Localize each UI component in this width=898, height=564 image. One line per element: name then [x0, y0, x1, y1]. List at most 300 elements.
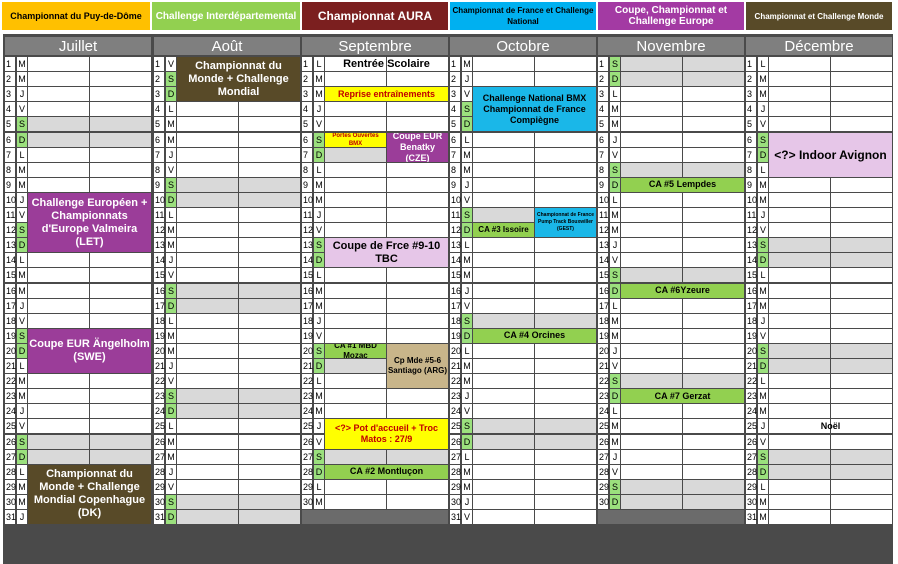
day-number: 30 — [450, 495, 460, 509]
day-cell-a — [473, 178, 534, 192]
day-cell-b — [831, 495, 892, 509]
day-cell-a — [473, 419, 534, 433]
day-letter: M — [314, 193, 324, 207]
day-cell-b — [831, 374, 892, 388]
day-cell-a — [769, 253, 830, 267]
day-cell-a — [325, 450, 386, 464]
day-cell-a — [325, 117, 386, 131]
day-letter: M — [17, 163, 27, 177]
day-cell-b — [239, 510, 300, 524]
day-cell-a — [621, 480, 682, 494]
day-number: 29 — [154, 480, 164, 494]
month-header-5: Décembre — [746, 37, 892, 55]
day-cell-a — [325, 193, 386, 207]
day-number: 27 — [746, 450, 756, 464]
day-letter: V — [17, 102, 27, 116]
day-cell-a — [473, 57, 534, 71]
day-letter: M — [758, 404, 768, 418]
day-letter: M — [314, 178, 324, 192]
day-number: 20 — [598, 344, 608, 358]
day-number: 22 — [302, 374, 312, 388]
day-letter: J — [462, 495, 472, 509]
day-number: 7 — [302, 148, 312, 162]
day-number: 15 — [5, 268, 15, 282]
day-cell-a — [325, 359, 386, 373]
day-number: 19 — [154, 329, 164, 343]
day-cell-b — [683, 72, 744, 86]
day-cell-b — [387, 299, 448, 313]
day-number: 28 — [302, 465, 312, 479]
day-cell-a — [769, 495, 830, 509]
day-letter: D — [610, 389, 620, 403]
day-cell-b — [90, 419, 151, 433]
day-cell-b — [387, 314, 448, 328]
day-number: 5 — [5, 117, 15, 131]
day-cell-b — [239, 435, 300, 449]
day-number: 30 — [598, 495, 608, 509]
day-letter: L — [314, 163, 324, 177]
day-letter: S — [166, 178, 176, 192]
day-letter: D — [758, 148, 768, 162]
day-cell-b — [535, 133, 596, 147]
day-number: 19 — [5, 329, 15, 343]
day-number: 11 — [450, 208, 460, 222]
day-number: 2 — [302, 72, 312, 86]
day-number: 8 — [598, 163, 608, 177]
day-number: 4 — [450, 102, 460, 116]
legend-item-0: Championnat du Puy-de-Dôme — [2, 2, 150, 30]
day-letter: J — [758, 208, 768, 222]
day-cell-a — [621, 117, 682, 131]
day-cell-b — [683, 193, 744, 207]
day-number: 14 — [598, 253, 608, 267]
day-cell-a — [621, 329, 682, 343]
day-number: 8 — [746, 163, 756, 177]
day-cell-a — [769, 510, 830, 524]
day-cell-a — [325, 329, 386, 343]
day-cell-b — [387, 450, 448, 464]
day-cell-a — [177, 314, 238, 328]
day-number: 23 — [450, 389, 460, 403]
day-cell-b — [535, 389, 596, 403]
day-cell-b — [831, 102, 892, 116]
day-letter: M — [166, 435, 176, 449]
day-cell-b — [831, 223, 892, 237]
day-cell-b — [387, 495, 448, 509]
day-number: 2 — [154, 72, 164, 86]
day-letter: M — [166, 223, 176, 237]
day-cell-a — [28, 419, 89, 433]
day-letter: L — [314, 57, 324, 71]
day-letter: S — [610, 374, 620, 388]
day-number: 2 — [598, 72, 608, 86]
day-number: 25 — [302, 419, 312, 433]
month-header-3: Octobre — [450, 37, 596, 55]
day-number: 4 — [302, 102, 312, 116]
day-cell-a — [177, 253, 238, 267]
day-cell-a — [473, 238, 534, 252]
day-letter: J — [314, 208, 324, 222]
day-number: 13 — [5, 238, 15, 252]
day-letter: L — [610, 87, 620, 101]
day-cell-a — [769, 299, 830, 313]
day-number: 21 — [5, 359, 15, 373]
day-cell-b — [831, 238, 892, 252]
day-cell-a — [769, 284, 830, 298]
day-number: 9 — [746, 178, 756, 192]
day-number: 24 — [450, 404, 460, 418]
day-number: 19 — [746, 329, 756, 343]
day-letter: L — [17, 148, 27, 162]
day-number: 19 — [302, 329, 312, 343]
day-number: 27 — [302, 450, 312, 464]
ev-chall-national: Challenge National BMX Championnat de France Compiègne — [473, 87, 596, 131]
day-letter: M — [166, 329, 176, 343]
day-cell-a — [28, 389, 89, 403]
day-cell-b — [387, 163, 448, 177]
day-number: 20 — [302, 344, 312, 358]
month-header-0: Juillet — [5, 37, 151, 55]
day-number: 16 — [746, 284, 756, 298]
day-cell-a — [769, 465, 830, 479]
day-cell-b — [90, 57, 151, 71]
day-cell-b — [535, 359, 596, 373]
day-letter: J — [314, 314, 324, 328]
day-cell-b — [90, 450, 151, 464]
day-number: 31 — [5, 510, 15, 524]
day-number: 25 — [598, 419, 608, 433]
day-cell-b — [239, 389, 300, 403]
day-cell-b — [683, 223, 744, 237]
day-cell-a — [769, 223, 830, 237]
day-cell-a — [28, 72, 89, 86]
day-cell-b — [90, 117, 151, 131]
day-cell-b — [683, 359, 744, 373]
day-number: 17 — [5, 299, 15, 313]
day-cell-b — [387, 72, 448, 86]
day-cell-b — [239, 148, 300, 162]
day-cell-b — [535, 163, 596, 177]
day-letter: L — [17, 253, 27, 267]
day-number: 29 — [598, 480, 608, 494]
day-cell-b — [239, 314, 300, 328]
day-cell-a — [473, 208, 534, 222]
day-letter: M — [462, 253, 472, 267]
day-cell-b — [90, 163, 151, 177]
day-number: 25 — [5, 419, 15, 433]
day-letter: D — [166, 510, 176, 524]
day-letter: S — [462, 102, 472, 116]
day-number: 6 — [302, 133, 312, 147]
day-number: 10 — [598, 193, 608, 207]
day-cell-a — [621, 238, 682, 252]
day-number: 23 — [598, 389, 608, 403]
day-number: 6 — [746, 133, 756, 147]
day-cell-b — [683, 163, 744, 177]
day-letter: J — [462, 178, 472, 192]
day-cell-b — [535, 495, 596, 509]
day-letter: V — [17, 314, 27, 328]
day-cell-b — [90, 253, 151, 267]
day-letter: D — [610, 284, 620, 298]
day-number: 29 — [450, 480, 460, 494]
day-cell-a — [28, 284, 89, 298]
day-cell-a — [177, 404, 238, 418]
ev-world-copenhague: Championnat du Monde + Challenge Mondial Copenhague (DK) — [28, 465, 151, 524]
day-letter: L — [166, 419, 176, 433]
day-letter: M — [758, 495, 768, 509]
ev-ca7: CA #7 Gerzat — [621, 389, 744, 403]
day-letter: V — [166, 57, 176, 71]
day-number: 15 — [154, 268, 164, 282]
day-number: 28 — [5, 465, 15, 479]
day-letter: D — [166, 404, 176, 418]
day-cell-a — [325, 268, 386, 282]
day-letter: D — [314, 253, 324, 267]
day-letter: M — [314, 389, 324, 403]
day-cell-a — [769, 238, 830, 252]
day-number: 30 — [746, 495, 756, 509]
day-letter: J — [610, 450, 620, 464]
day-cell-a — [177, 299, 238, 313]
day-letter: L — [610, 404, 620, 418]
day-cell-a — [769, 87, 830, 101]
day-number: 18 — [5, 314, 15, 328]
day-letter: S — [610, 480, 620, 494]
day-number: 3 — [598, 87, 608, 101]
day-cell-a — [621, 450, 682, 464]
day-number: 4 — [746, 102, 756, 116]
day-cell-b — [90, 374, 151, 388]
day-cell-a — [473, 389, 534, 403]
day-number: 17 — [746, 299, 756, 313]
day-cell-b — [239, 344, 300, 358]
day-cell-a — [177, 389, 238, 403]
day-letter: L — [758, 268, 768, 282]
day-cell-b — [535, 404, 596, 418]
day-number: 6 — [154, 133, 164, 147]
day-letter: L — [758, 374, 768, 388]
day-letter: V — [314, 329, 324, 343]
day-cell-b — [239, 374, 300, 388]
day-cell-a — [769, 374, 830, 388]
legend-item-1: Challenge Interdépartemental — [152, 2, 300, 30]
day-cell-b — [831, 480, 892, 494]
ev-ca3: CA #3 Issoire — [473, 223, 534, 237]
day-letter: S — [17, 117, 27, 131]
day-letter: M — [17, 374, 27, 388]
day-letter: L — [758, 480, 768, 494]
day-number: 1 — [302, 57, 312, 71]
day-number: 22 — [598, 374, 608, 388]
day-cell-a — [325, 389, 386, 403]
day-letter: D — [314, 148, 324, 162]
day-letter: M — [17, 480, 27, 494]
ev-cp-monde: Cp Mde #5-6 Santiago (ARG) — [387, 344, 448, 388]
day-letter: V — [462, 193, 472, 207]
day-number: 4 — [5, 102, 15, 116]
day-cell-b — [683, 238, 744, 252]
day-cell-b — [683, 329, 744, 343]
day-number: 15 — [302, 268, 312, 282]
day-cell-a — [177, 117, 238, 131]
day-letter: S — [314, 238, 324, 252]
day-number: 6 — [5, 133, 15, 147]
day-number: 17 — [302, 299, 312, 313]
day-number: 20 — [746, 344, 756, 358]
day-cell-a — [621, 208, 682, 222]
legend-item-2: Championnat AURA — [302, 2, 448, 30]
day-cell-b — [387, 193, 448, 207]
day-number: 25 — [746, 419, 756, 433]
day-letter: V — [17, 419, 27, 433]
day-number: 28 — [746, 465, 756, 479]
day-number: 10 — [302, 193, 312, 207]
day-cell-a — [473, 404, 534, 418]
day-letter: L — [462, 344, 472, 358]
day-cell-a — [325, 148, 386, 162]
day-cell-b — [535, 268, 596, 282]
day-cell-b — [535, 299, 596, 313]
day-cell-a — [177, 480, 238, 494]
day-cell-b — [239, 419, 300, 433]
day-cell-b — [535, 374, 596, 388]
day-letter: M — [758, 72, 768, 86]
day-number: 2 — [746, 72, 756, 86]
day-letter: S — [166, 284, 176, 298]
day-number: 18 — [302, 314, 312, 328]
day-number: 9 — [154, 178, 164, 192]
day-cell-a — [177, 284, 238, 298]
day-letter: M — [610, 329, 620, 343]
day-cell-b — [831, 57, 892, 71]
day-number: 28 — [450, 465, 460, 479]
day-cell-a — [325, 480, 386, 494]
day-cell-a — [325, 102, 386, 116]
day-cell-a — [28, 133, 89, 147]
day-cell-b — [239, 133, 300, 147]
day-letter: L — [17, 465, 27, 479]
day-cell-b — [535, 314, 596, 328]
day-cell-b — [239, 299, 300, 313]
day-cell-a — [473, 148, 534, 162]
day-cell-a — [177, 450, 238, 464]
day-letter: M — [166, 344, 176, 358]
day-cell-b — [239, 238, 300, 252]
day-letter: M — [17, 178, 27, 192]
day-cell-b — [90, 404, 151, 418]
day-number: 13 — [302, 238, 312, 252]
day-number: 11 — [302, 208, 312, 222]
day-cell-b — [239, 253, 300, 267]
day-letter: M — [314, 495, 324, 509]
day-cell-b — [387, 404, 448, 418]
month-header-4: Novembre — [598, 37, 744, 55]
day-cell-a — [621, 253, 682, 267]
day-number: 9 — [450, 178, 460, 192]
day-cell-a — [621, 223, 682, 237]
day-cell-b — [831, 359, 892, 373]
day-cell-a — [177, 208, 238, 222]
day-cell-b — [535, 178, 596, 192]
day-cell-a — [473, 465, 534, 479]
day-number: 5 — [746, 117, 756, 131]
day-letter: V — [166, 374, 176, 388]
day-number: 20 — [5, 344, 15, 358]
day-number: 26 — [746, 435, 756, 449]
day-cell-a — [473, 72, 534, 86]
day-cell-b — [535, 253, 596, 267]
day-letter: M — [462, 465, 472, 479]
day-cell-b — [239, 480, 300, 494]
day-number: 27 — [5, 450, 15, 464]
day-cell-b — [831, 117, 892, 131]
day-cell-b — [831, 268, 892, 282]
day-number: 1 — [746, 57, 756, 71]
day-letter: V — [17, 208, 27, 222]
day-number: 22 — [450, 374, 460, 388]
day-number: 25 — [154, 419, 164, 433]
day-number: 4 — [154, 102, 164, 116]
day-cell-a — [473, 435, 534, 449]
day-letter: J — [610, 344, 620, 358]
day-cell-b — [683, 495, 744, 509]
day-letter: J — [758, 102, 768, 116]
day-letter: V — [610, 465, 620, 479]
day-number: 14 — [5, 253, 15, 267]
day-letter: L — [610, 193, 620, 207]
day-cell-a — [621, 193, 682, 207]
day-number: 5 — [154, 117, 164, 131]
day-letter: S — [17, 329, 27, 343]
day-number: 7 — [746, 148, 756, 162]
day-cell-a — [769, 314, 830, 328]
day-cell-a — [621, 465, 682, 479]
day-number: 31 — [154, 510, 164, 524]
day-letter: S — [314, 133, 324, 147]
day-cell-a — [621, 72, 682, 86]
day-number: 19 — [598, 329, 608, 343]
day-letter: S — [758, 133, 768, 147]
day-number: 13 — [154, 238, 164, 252]
day-number: 7 — [450, 148, 460, 162]
day-cell-a — [177, 178, 238, 192]
day-cell-b — [535, 148, 596, 162]
day-number: 18 — [598, 314, 608, 328]
day-number: 23 — [154, 389, 164, 403]
day-letter: M — [17, 284, 27, 298]
day-number: 21 — [154, 359, 164, 373]
day-cell-a — [28, 163, 89, 177]
day-cell-a — [769, 72, 830, 86]
day-cell-a — [325, 495, 386, 509]
day-number: 13 — [746, 238, 756, 252]
day-letter: M — [314, 299, 324, 313]
day-letter: S — [758, 344, 768, 358]
day-cell-a — [621, 102, 682, 116]
day-number: 12 — [450, 223, 460, 237]
day-cell-a — [621, 148, 682, 162]
day-cell-b — [239, 268, 300, 282]
day-number: 21 — [746, 359, 756, 373]
day-cell-b — [387, 117, 448, 131]
day-cell-a — [621, 495, 682, 509]
day-cell-b — [90, 102, 151, 116]
day-cell-b — [90, 178, 151, 192]
day-letter: V — [462, 87, 472, 101]
day-cell-a — [473, 193, 534, 207]
ev-reprise: Reprise entraînements — [325, 87, 448, 101]
